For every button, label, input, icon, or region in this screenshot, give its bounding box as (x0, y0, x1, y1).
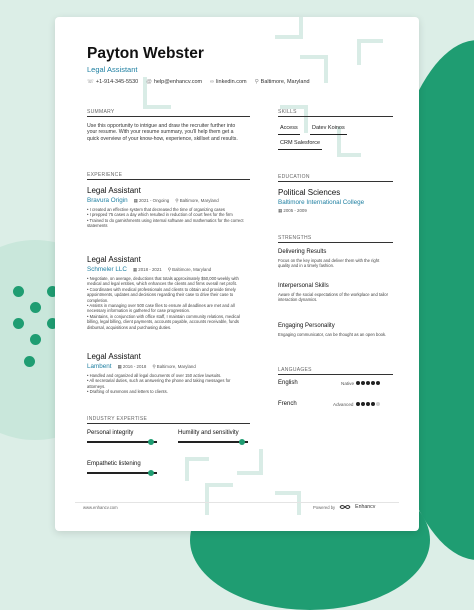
expertise-label: Personal integrity (87, 430, 134, 436)
summary-rule (87, 116, 250, 117)
job-bullet: • I prepped 75 cases a day which resulted in reduction of court fees for the firm (87, 212, 233, 218)
language-level-dot (366, 381, 370, 385)
company-name: Lambent (87, 363, 112, 370)
language-level-dot (371, 402, 375, 406)
language-level-dot (356, 381, 360, 385)
decor-bracket (205, 483, 233, 515)
skill-tag: Access (278, 123, 300, 135)
company-name: Bravura Origin (87, 197, 128, 204)
experience-rule (87, 179, 250, 180)
job-bullet: • Trained to do garnishments using internal software and mathematics for the correct statements (87, 217, 244, 229)
job-bullet: • I created an effective system that decreased the time of organizing cases (87, 207, 226, 212)
job-dates: ▦ 2021 - Ongoing (133, 197, 170, 203)
job-location: ⚲ Baltimore, Maryland (167, 266, 212, 272)
school-name: Baltimore International College (278, 199, 365, 206)
decor-dot (30, 302, 41, 313)
footer-rule (75, 502, 399, 503)
skills-rule (278, 116, 393, 117)
language-level: Advanced (333, 402, 380, 407)
summary-heading: SUMMARY (87, 109, 115, 115)
email-contact[interactable]: @ help@enhancv.com (146, 79, 203, 85)
expertise-label: Humility and sensitivity (178, 430, 239, 436)
job-header (87, 266, 257, 273)
linkedin-contact[interactable]: ∞ linkedin.com (210, 79, 247, 85)
skill-tag: Datev Koinos (310, 123, 347, 135)
strength-title: Delivering Results (278, 249, 327, 255)
phone-icon: ☏ (87, 79, 94, 85)
decor-bracket (185, 457, 209, 481)
candidate-name: Payton Webster (87, 45, 204, 62)
job-bullet: • All secretarial duties, such as answering the phone and taking messages for attorneys. (87, 378, 231, 389)
language-name: English (278, 380, 298, 386)
decor-dot (30, 334, 41, 345)
footer-brand[interactable]: Powered by Enhancv (313, 504, 376, 510)
job-bullets (87, 373, 247, 395)
skill-tag: CRM Salesforce (278, 138, 322, 150)
expertise-bar (87, 441, 157, 443)
skills-heading: SKILLS (278, 109, 297, 115)
education-dates: ▦ 2005 - 2009 (278, 208, 307, 213)
expertise-level-knob (148, 470, 154, 476)
job-dates: ▦ 2016 - 2018 (117, 363, 147, 369)
language-level-dot (376, 381, 380, 385)
job-bullet: • Coordinates with medical professionals and clients to obtain and provide timely appointments, updates and decisions regarding their case to drive their case to completion. (87, 286, 236, 303)
summary-text: Use this opportunity to intrigue and draw the recruiter further into your resume. With your resume summary, you'll help them get a quick overview of your know-how, experience, skillset and results. (87, 123, 238, 142)
location-icon: ⚲ (175, 197, 180, 203)
expertise-rule (87, 423, 250, 424)
job-bullet: • Drafting of summons and letters to clients. (87, 389, 168, 395)
decor-dot (13, 286, 24, 297)
expertise-level-knob (239, 439, 245, 445)
calendar-icon: ▦ (278, 208, 284, 213)
strength-title: Interpersonal Skills (278, 283, 329, 289)
education-heading: EDUCATION (278, 174, 310, 180)
decor-bracket (275, 491, 301, 515)
job-header (87, 363, 257, 370)
location-icon: ⚲ (167, 266, 173, 272)
job-bullet: • Maintains, in conjunction with office staff, I maintain community relations, medical billing, legal billing, client payments, accounts payable, accounts receivable, funds disbursal, acquisitions and purchasing duties. (87, 313, 240, 330)
location-icon: ⚲ (254, 79, 259, 85)
strengths-rule (278, 242, 393, 243)
languages-heading: LANGUAGES (278, 367, 312, 373)
degree: Political Sciences (278, 188, 341, 197)
decor-bracket (275, 17, 303, 39)
language-level-dot (356, 402, 360, 406)
language-dots (355, 381, 380, 386)
strengths-heading: STRENGTHS (278, 235, 312, 241)
job-bullet: • Negotiate, on average, deductions that totals approximately $50,000 weekly with medical and legal entities, which enhances the clients and firms overall net profit. (87, 276, 239, 287)
location-icon: ⚲ (152, 363, 157, 369)
expertise-label: Empathetic listening (87, 461, 141, 467)
location-contact: ⚲ Baltimore, Maryland (254, 79, 310, 85)
strength-title: Engaging Personality (278, 323, 335, 329)
language-level-dot (361, 402, 365, 406)
strength-desc: Aware of the social expectations of the workplace and tailor interaction dynamics. (278, 292, 389, 303)
language-name: French (278, 401, 297, 407)
link-icon: ∞ (210, 79, 215, 85)
language-dots (355, 402, 380, 407)
language-level: Native (341, 381, 380, 386)
languages-rule (278, 374, 393, 375)
job-title: Legal Assistant (87, 352, 141, 361)
expertise-level-knob (148, 439, 154, 445)
phone-contact[interactable]: ☏ +1-914-345-5530 (87, 79, 139, 85)
experience-heading: EXPERIENCE (87, 172, 123, 178)
decor-bracket (237, 449, 263, 475)
company-name: Schmeler LLC (87, 266, 127, 273)
resume-page (55, 17, 419, 531)
job-location: ⚲ Baltimore, Maryland (175, 197, 219, 203)
job-title: Legal Assistant (87, 255, 141, 264)
job-header (87, 197, 257, 204)
job-dates: ▦ 2018 - 2021 (132, 266, 162, 272)
strength-desc: Engaging communicator, can be thought as an open book. (278, 332, 387, 337)
footer-url[interactable]: www.enhancv.com (83, 505, 118, 510)
candidate-title: Legal Assistant (87, 65, 138, 74)
expertise-bar (178, 441, 248, 443)
expertise-bar (87, 472, 157, 474)
calendar-icon: ▦ (117, 363, 123, 369)
language-level-dot (366, 402, 370, 406)
contact-row (87, 79, 310, 85)
job-bullets (87, 276, 247, 330)
job-location: ⚲ Baltimore, Maryland (152, 363, 196, 369)
strength-desc: Focus on the key inputs and deliver them with the right quality and in a timely fashion. (278, 258, 380, 269)
language-level-dot (371, 381, 375, 385)
job-bullet: • Assists in managing over 500 case files to ensure all deadlines are met and all necessary information is gathered for case progression. (87, 303, 235, 314)
enhancv-logo-icon (339, 504, 351, 510)
job-title: Legal Assistant (87, 186, 141, 195)
job-bullets (87, 207, 247, 229)
job-bullet: • Handled and organized all legal documents of over 150 active lawsuits. (87, 373, 222, 378)
expertise-heading: INDUSTRY EXPERTISE (87, 416, 148, 422)
decor-bracket (357, 39, 383, 65)
education-rule (278, 181, 393, 182)
calendar-icon: ▦ (133, 197, 139, 203)
decor-dot (13, 318, 24, 329)
decor-dot (24, 356, 35, 367)
language-level-dot (376, 402, 380, 406)
at-icon: @ (146, 79, 152, 85)
language-level-dot (361, 381, 365, 385)
calendar-icon: ▦ (132, 266, 139, 272)
